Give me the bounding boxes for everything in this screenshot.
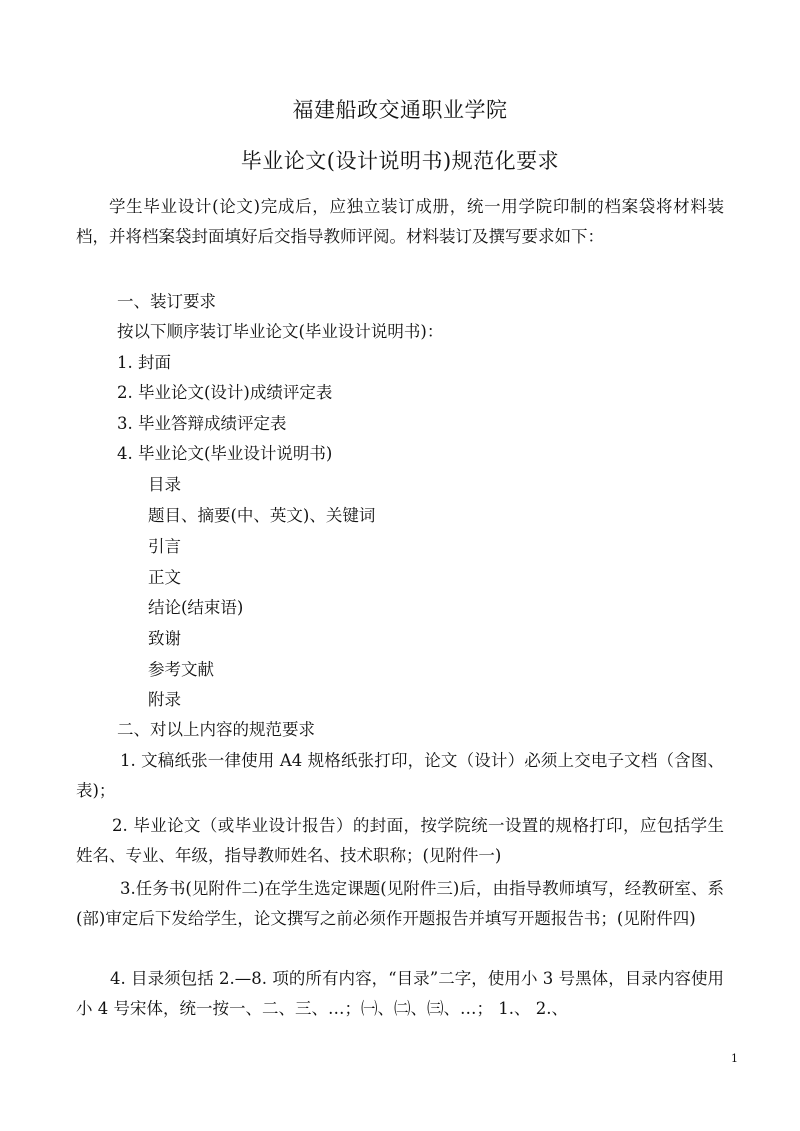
requirement-paragraph: 1. 文稿纸张一律使用 A4 规格纸张打印，论文（设计）必须上交电子文档（含图、表)； <box>76 751 724 800</box>
page-title: 福建船政交通职业学院 <box>292 98 508 122</box>
page-number: 1 <box>731 1052 738 1065</box>
page-subtitle: 毕业论文(设计说明书)规范化要求 <box>240 149 560 173</box>
requirement-paragraph: 4. 目录须包括 2.—8. 项的所有内容，“目录”二字，使用小 3 号黑体，目录内容使用小 4 号宋体，统一按一、二、三、…；㈠、㈡、㈢、…； 1.、 2.、 <box>76 969 724 1018</box>
list-item: 4. 毕业论文(毕业设计说明书) <box>117 444 333 463</box>
sub-list-item: 附录 <box>148 690 181 709</box>
list-item: 3. 毕业答辩成绩评定表 <box>117 414 287 433</box>
sub-list-item: 致谢 <box>148 629 181 648</box>
requirement-paragraph: 3.任务书(见附件二)在学生选定课题(见附件三)后，由指导教师填写，经教研室、系(部)审定后下发给学生，论文撰写之前必须作开题报告并填写开题报告书；(见附件四) <box>76 879 724 928</box>
list-item: 1. 封面 <box>117 353 171 372</box>
sub-list-item: 结论(结束语) <box>148 598 244 617</box>
section-heading: 二、对以上内容的规范要求 <box>117 720 315 739</box>
sub-list-item: 正文 <box>148 568 181 587</box>
sub-list-item: 目录 <box>148 475 181 494</box>
sub-list-item: 题目、摘要(中、英文)、关键词 <box>148 506 376 525</box>
section-lead: 按以下顺序装订毕业论文(毕业设计说明书)： <box>117 322 444 341</box>
sub-list-item: 引言 <box>148 537 181 556</box>
intro-paragraph: 学生毕业设计(论文)完成后，应独立装订成册，统一用学院印制的档案袋将材料装档，并将档案袋封面填好后交指导教师评阅。材料装订及撰写要求如下： <box>76 197 724 246</box>
sub-list-item: 参考文献 <box>148 660 214 679</box>
list-item: 2. 毕业论文(设计)成绩评定表 <box>117 383 333 402</box>
requirement-paragraph: 2. 毕业论文（或毕业设计报告）的封面，按学院统一设置的规格打印，应包括学生姓名、专业、年级，指导教师姓名、技术职称；(见附件一) <box>76 816 724 865</box>
section-heading: 一、装订要求 <box>117 292 216 311</box>
